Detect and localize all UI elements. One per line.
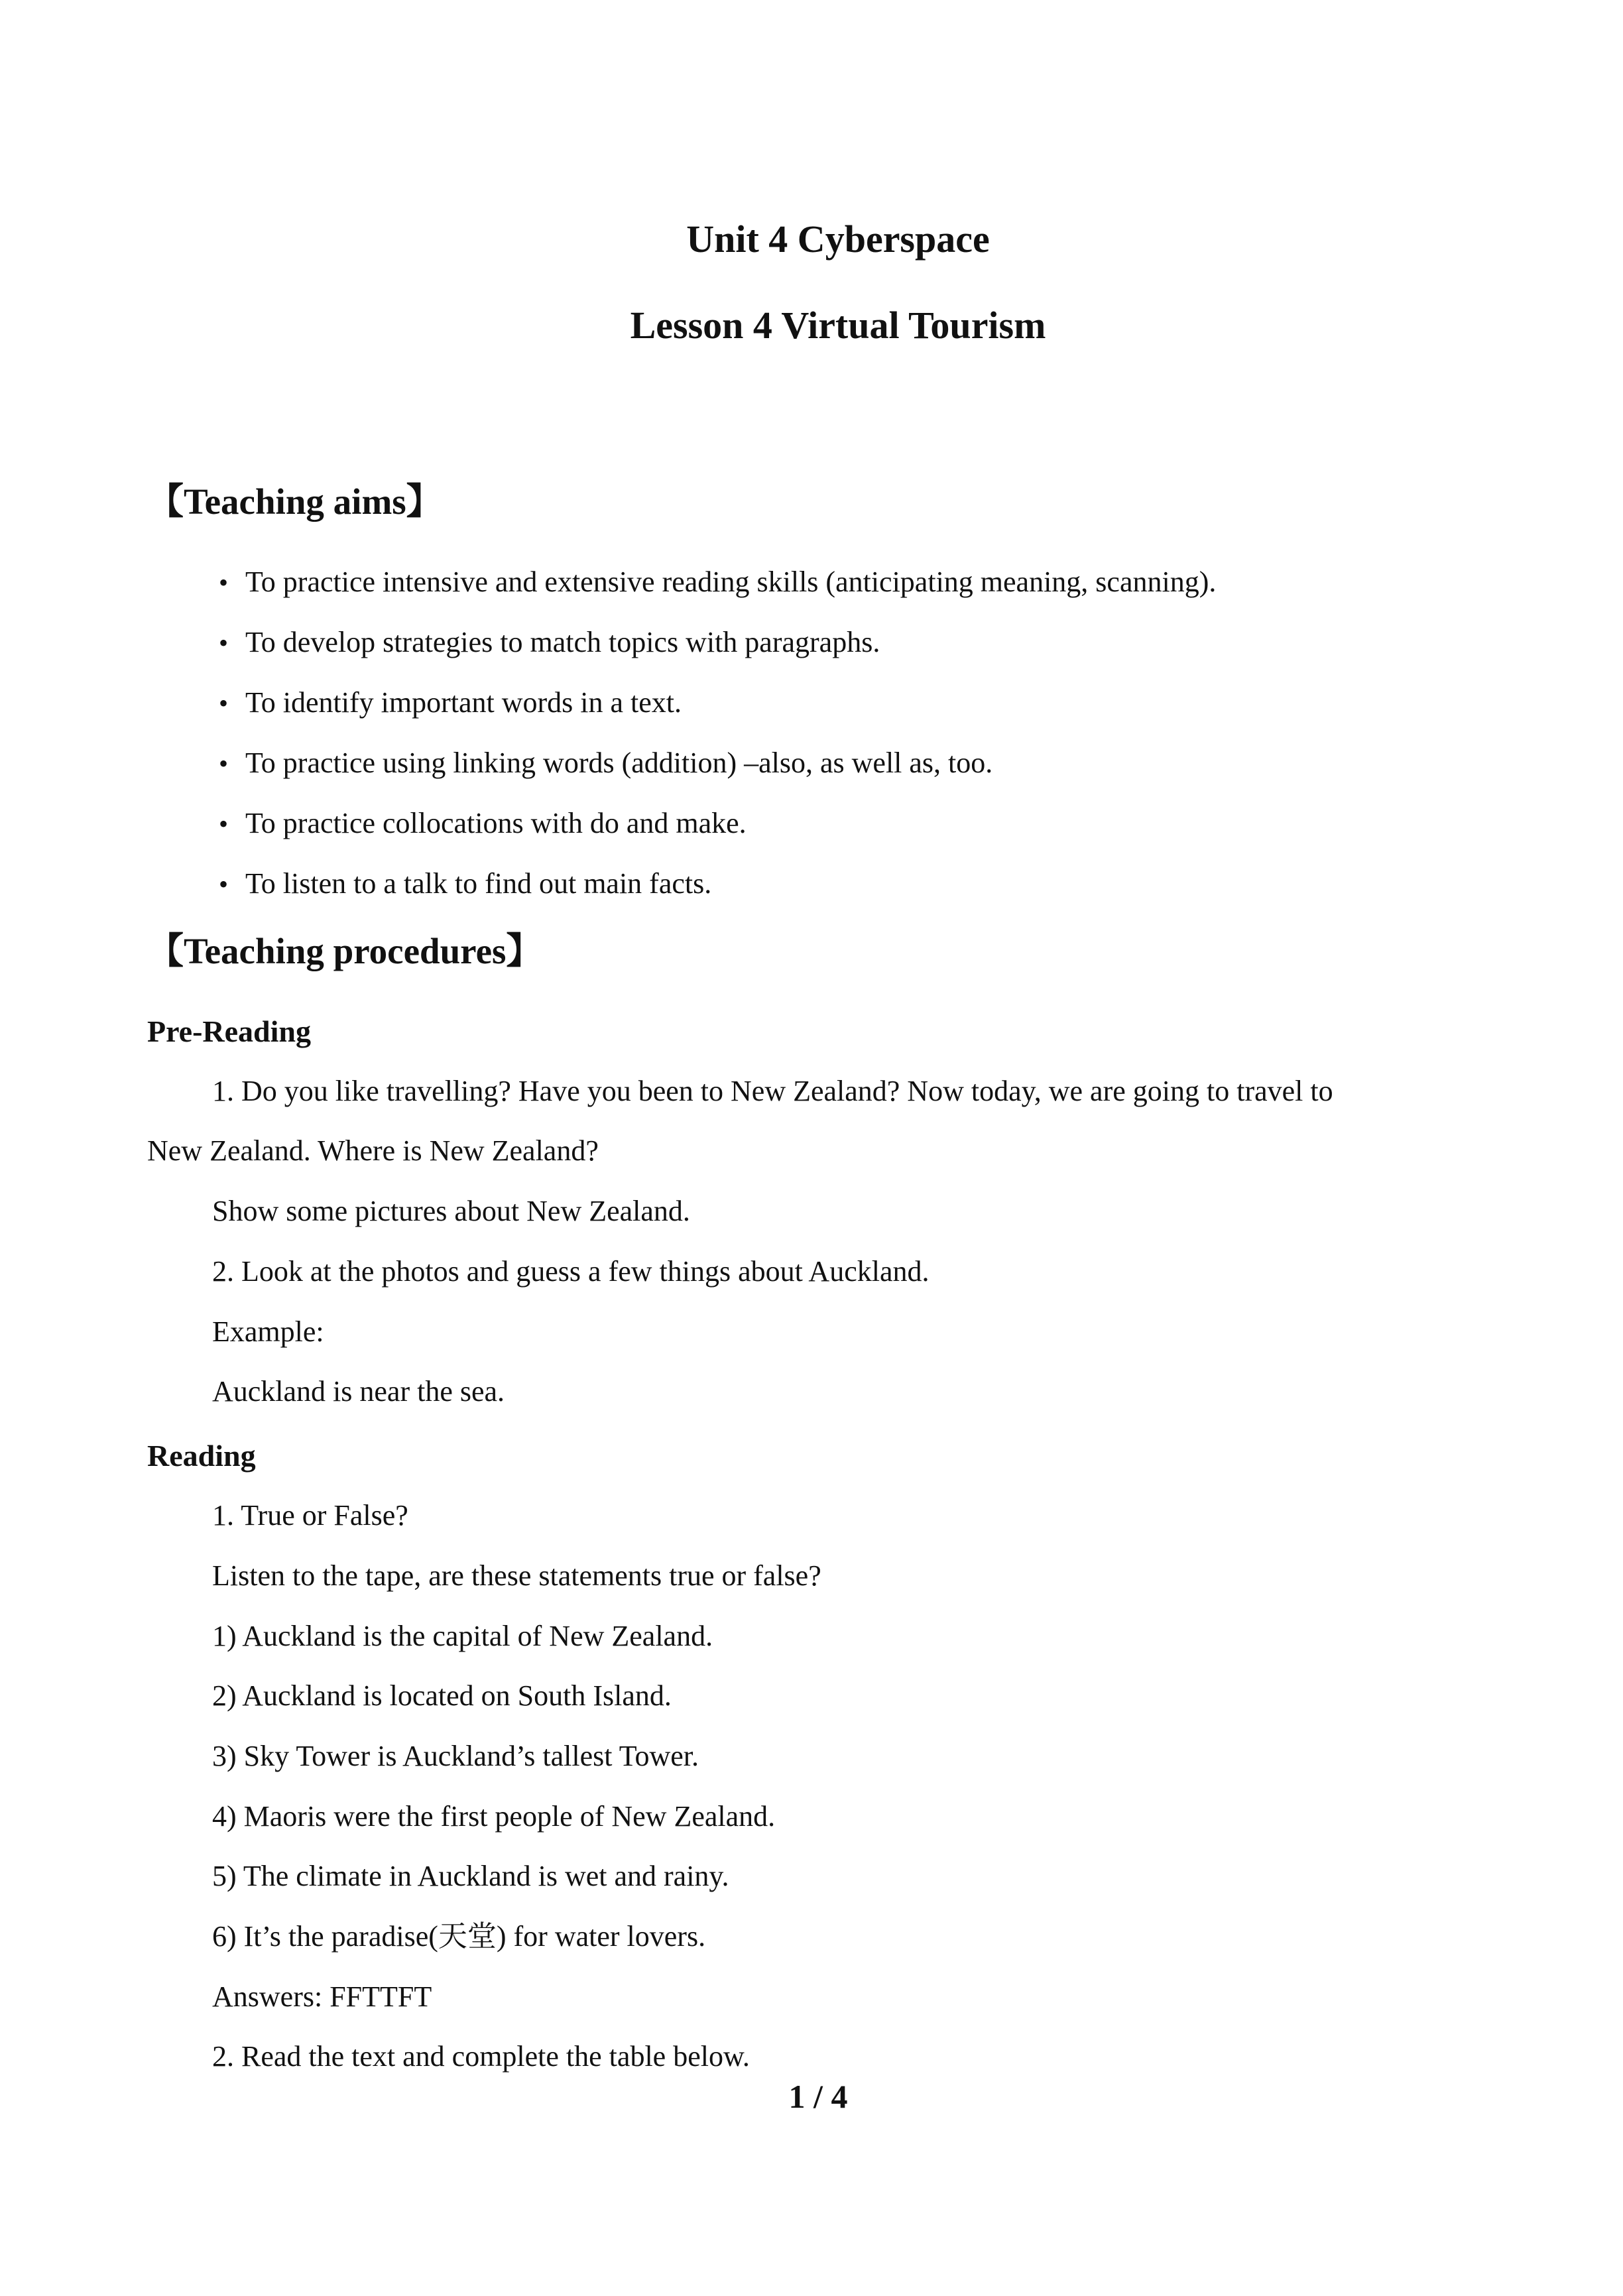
aim-text: To develop strategies to match topics with paragraphs.	[245, 626, 880, 658]
reading-line: 3) Sky Tower is Auckland’s tallest Tower.	[212, 1740, 699, 1772]
aim-item	[219, 863, 1216, 923]
aim-text: To identify important words in a text.	[245, 686, 682, 719]
pre-reading-line: Auckland is near the sea.	[212, 1375, 505, 1408]
reading-line: 2. Read the text and complete the table below.	[212, 2040, 750, 2073]
lesson-title: Lesson 4 Virtual Tourism	[630, 304, 1046, 347]
reading-heading: Reading	[147, 1439, 256, 1473]
reading-line: 5) The climate in Auckland is wet and rainy.	[212, 1860, 729, 1892]
teaching-procedures-heading: 【Teaching procedures】	[147, 931, 543, 971]
pre-reading-line: New Zealand. Where is New Zealand?	[147, 1134, 599, 1167]
aim-item	[219, 802, 1216, 863]
aim-item	[219, 561, 1216, 621]
aim-text: To practice collocations with do and make.	[245, 807, 747, 839]
aim-text: To practice intensive and extensive reading skills (anticipating meaning, scanning).	[245, 566, 1217, 598]
aim-item	[219, 742, 1216, 802]
reading-line: 1. True or False?	[212, 1499, 408, 1532]
unit-title: Unit 4 Cyberspace	[686, 217, 990, 261]
reading-line: 4) Maoris were the first people of New Zealand.	[212, 1800, 776, 1833]
teaching-aims-list	[219, 561, 1216, 923]
page-number: 1 / 4	[788, 2078, 848, 2115]
bullet-icon: •	[219, 628, 229, 658]
bullet-icon: •	[219, 688, 229, 718]
reading-line: 2) Auckland is located on South Island.	[212, 1679, 672, 1712]
aim-text: To practice using linking words (addition) –also, as well as, too.	[245, 747, 993, 779]
bullet-icon: •	[219, 749, 229, 778]
pre-reading-line: Show some pictures about New Zealand.	[212, 1195, 690, 1227]
aim-text: To listen to a talk to find out main facts.	[245, 867, 712, 900]
pre-reading-line: Example:	[212, 1315, 324, 1348]
pre-reading-line: 1. Do you like travelling? Have you been to New Zealand? Now today, we are going to travel to	[212, 1075, 1333, 1107]
reading-line: Listen to the tape, are these statements true or false?	[212, 1559, 821, 1592]
reading-line: 1) Auckland is the capital of New Zealand.	[212, 1620, 713, 1652]
reading-line: 6) It’s the paradise(天堂) for water lovers.	[212, 1920, 706, 1953]
reading-line: Answers: FFTTFT	[212, 1980, 432, 2013]
teaching-aims-heading: 【Teaching aims】	[147, 481, 443, 522]
bullet-icon: •	[219, 809, 229, 839]
aim-item	[219, 621, 1216, 682]
bullet-icon: •	[219, 869, 229, 899]
pre-reading-line: 2. Look at the photos and guess a few things about Auckland.	[212, 1255, 930, 1288]
bullet-icon: •	[219, 568, 229, 597]
pre-reading-heading: Pre-Reading	[147, 1014, 312, 1048]
aim-item	[219, 682, 1216, 742]
